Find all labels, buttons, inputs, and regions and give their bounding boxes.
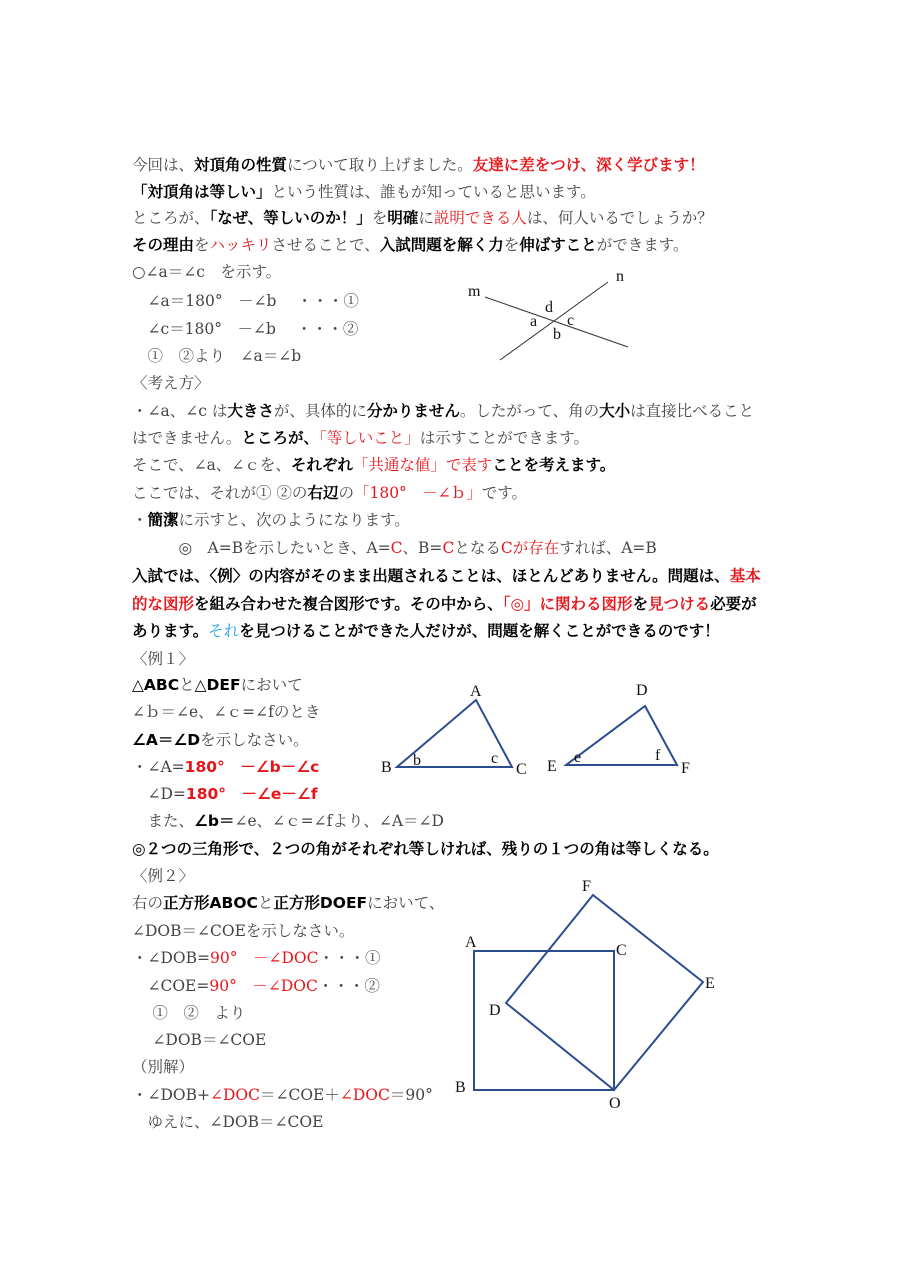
text-segment: 180° －∠b－∠c [184, 758, 320, 776]
text-segment: はできません。 [132, 429, 242, 447]
intersecting-lines-figure [485, 282, 628, 360]
text-segment: 入試問題を解く力 [379, 236, 504, 254]
text-segment: を [503, 236, 520, 254]
text-segment: C [390, 539, 403, 557]
text-segment: は直接比べること [630, 402, 755, 420]
text-segment: ・∠A= [132, 758, 185, 776]
text-segment: ○∠a＝∠c を示す。 [132, 263, 282, 281]
text-segment: 〈考え方〉 [132, 374, 210, 392]
label-a: a [530, 313, 538, 330]
text-segment: ① ② より [132, 1004, 246, 1022]
text-segment: 「対頂角は等しい」 [132, 183, 272, 201]
text-segment: ことを考えます。 [492, 456, 616, 474]
triangle-def-shape [566, 706, 677, 765]
angle-e-label: e [574, 749, 582, 766]
text-segment: 正方形ABOC [163, 894, 258, 912]
text-segment: Cが存在 [500, 539, 560, 557]
text-segment: また、 [132, 812, 195, 830]
text-segment: 簡潔 [147, 511, 179, 529]
text-segment: 〈例１〉 [132, 650, 195, 668]
vertex-d-label: D [489, 1002, 501, 1019]
text-segment: あります。 [132, 622, 209, 640]
text-segment: ∠D= [132, 785, 186, 803]
text-segment: 「共通な値」で表す [352, 456, 493, 474]
vertex-f-label: F [582, 878, 591, 895]
text-segment: ∠c＝180° －∠b ・・・② [132, 320, 359, 338]
vertex-o-label: O [609, 1095, 621, 1112]
text-segment: 90° －∠DOC [209, 977, 318, 995]
text-segment: 〈例２〉 [132, 867, 195, 885]
text-segment: を [371, 209, 388, 227]
text-segment: ∠DOB＝∠COEを示しなさい。 [132, 922, 355, 940]
vertex-c-label: C [616, 942, 627, 959]
label-m: m [468, 283, 481, 300]
text-segment: 、B= [402, 539, 443, 557]
vertex-e-label: E [547, 758, 557, 775]
text-segment: ∠e、∠ｃ=∠fより、∠A＝∠D [234, 812, 444, 830]
text-segment: ができます。 [596, 236, 689, 254]
text-segment: ・∠DOB= [132, 949, 210, 967]
text-segment: において、 [367, 894, 445, 912]
text-segment: 分かりません [366, 402, 460, 420]
vertex-b-label: B [381, 759, 392, 776]
triangle-abc [381, 683, 527, 778]
text-segment: に示すと、次のようになります。 [178, 511, 410, 529]
angle-c-label: c [491, 750, 499, 767]
text-segment: 「等しいこと」 [318, 429, 420, 447]
text-segment: それぞれ [290, 456, 353, 474]
square-doef [506, 895, 703, 1090]
text-segment: ◎２つの三角形で、２つの角がそれぞれ等しければ、残りの１つの角は等しくなる。 [132, 840, 719, 858]
text-segment: 180° －∠e－∠f [185, 785, 318, 803]
angle-f-label: f [655, 747, 661, 764]
text-segment: に [418, 209, 434, 227]
text-segment: 今回は、 [132, 156, 195, 174]
text-segment: を [194, 236, 210, 254]
text-segment: 必要が [710, 595, 757, 613]
text-segment: 。したがって、角の [459, 402, 600, 420]
label-d: d [545, 299, 553, 316]
text-segment: において [240, 676, 303, 694]
text-segment: について取り上げました。 [287, 156, 473, 174]
text-segment: 説明できる人 [433, 209, 527, 227]
text-segment: ∠DOC [210, 1086, 260, 1104]
intersecting-lines-labels [468, 268, 624, 343]
text-segment: という性質は、誰もが知っていると思います。 [271, 183, 596, 201]
vertex-c-label: C [516, 761, 527, 778]
angle-b-label: b [413, 752, 421, 769]
text-segment: ＝∠COE＋ [259, 1086, 340, 1104]
text-segment: を組み合わせた複合図形です。その中から、 [194, 595, 503, 613]
text-segment: ハッキリ [209, 236, 272, 254]
text-segment: 友達に差をつけ、深く学びます！ [472, 156, 705, 174]
vertex-e-label: E [705, 975, 715, 992]
text-segment: その理由 [132, 236, 195, 254]
text-segment: 的な図形 [132, 595, 195, 613]
text-segment: と [257, 894, 274, 912]
text-segment: ◎ A=Bを示したいとき、A= [132, 539, 391, 557]
text-segment: ＝90° [389, 1086, 433, 1104]
text-segment: 明確 [387, 209, 419, 227]
text-segment: C [442, 539, 455, 557]
text-segment: 見つける [648, 595, 711, 613]
text-segment: ところが、 [241, 429, 319, 447]
text-segment: を示しなさい。 [200, 731, 309, 749]
text-segment: ∠A＝∠D [132, 731, 201, 749]
text-segment: ・∠DOB+ [132, 1086, 210, 1104]
text-segment: 「なぜ、等しいのか！」 [209, 209, 372, 227]
text-segment: ∠DOB＝∠COE [132, 1031, 267, 1049]
text-segment: 90° －∠DOC [210, 949, 319, 967]
text-segment: 基本 [729, 567, 761, 585]
text-segment: させることで、 [271, 236, 380, 254]
text-segment: 正方形DOEF [273, 894, 368, 912]
text-segment: 大小 [599, 402, 631, 420]
vertex-b-label: B [455, 1079, 466, 1096]
text-segment: ・ [132, 511, 148, 529]
text-segment: 右辺 [307, 484, 339, 502]
label-b: b [553, 326, 561, 343]
vertex-a-label: A [465, 934, 477, 951]
text-segment: と [179, 676, 195, 694]
square-aboc [474, 951, 614, 1090]
text-segment: ∠a＝180° －∠b ・・・① [132, 292, 359, 310]
vertex-a-label: A [470, 683, 482, 700]
text-segment: そこで、∠a、∠ｃを、 [132, 456, 291, 474]
text-segment: ∠b＝ [194, 812, 235, 830]
label-n: n [616, 268, 624, 285]
text-segment: ∠COE= [132, 977, 210, 995]
text-segment: 右の [132, 894, 164, 912]
text-segment: 大きさ [227, 402, 274, 420]
squares-figure [455, 878, 715, 1112]
text-segment: を見つけることができた人だけが、問題を解くことができるのです！ [239, 622, 720, 640]
label-c: c [567, 312, 575, 329]
text-segment: ① ②より ∠a＝∠b [132, 347, 302, 365]
text-segment: （別解） [132, 1058, 195, 1076]
text-segment: ゆえに、∠DOB＝∠COE [132, 1113, 324, 1131]
text-segment: すれば、A=B [559, 539, 657, 557]
text-segment: の [338, 484, 354, 502]
text-segment: です。 [481, 484, 528, 502]
text-segment: ∠ｂ＝∠e、∠ｃ=∠fのとき [132, 703, 321, 721]
text-segment: 伸ばすこと [519, 236, 597, 254]
text-segment: を [632, 595, 649, 613]
text-segment: 「◎」に関わる図形 [502, 595, 633, 613]
text-segment: △DEF [194, 676, 241, 694]
text-segment: 「180° －∠ｂ」 [353, 484, 482, 502]
text-segment: △ABC [132, 676, 180, 694]
text-segment: が、具体的に [273, 402, 367, 420]
vertex-d-label: D [636, 682, 648, 699]
text-segment: となる [454, 539, 501, 557]
line-n [500, 282, 608, 360]
text-segment: は示すことができます。 [419, 429, 589, 447]
text-segment: ここでは、それが① ②の [132, 484, 308, 502]
text-segment: ・・・② [317, 977, 380, 995]
text-segment: は、何人いるでしょうか？ [526, 209, 713, 227]
text-segment: ・・・① [318, 949, 381, 967]
vertex-f-label: F [681, 760, 690, 777]
text-segment: ところが、 [132, 209, 210, 227]
text-segment: 対頂角の性質 [194, 156, 288, 174]
text-segment: 入試では、〈例〉の内容がそのまま出題されることは、ほとんどありません。問題は、 [132, 567, 730, 585]
triangle-def [547, 682, 690, 777]
text-segment: ∠DOC [339, 1086, 390, 1104]
text-segment: ・∠a、∠c は [132, 402, 228, 420]
text-segment: それ [208, 622, 240, 640]
